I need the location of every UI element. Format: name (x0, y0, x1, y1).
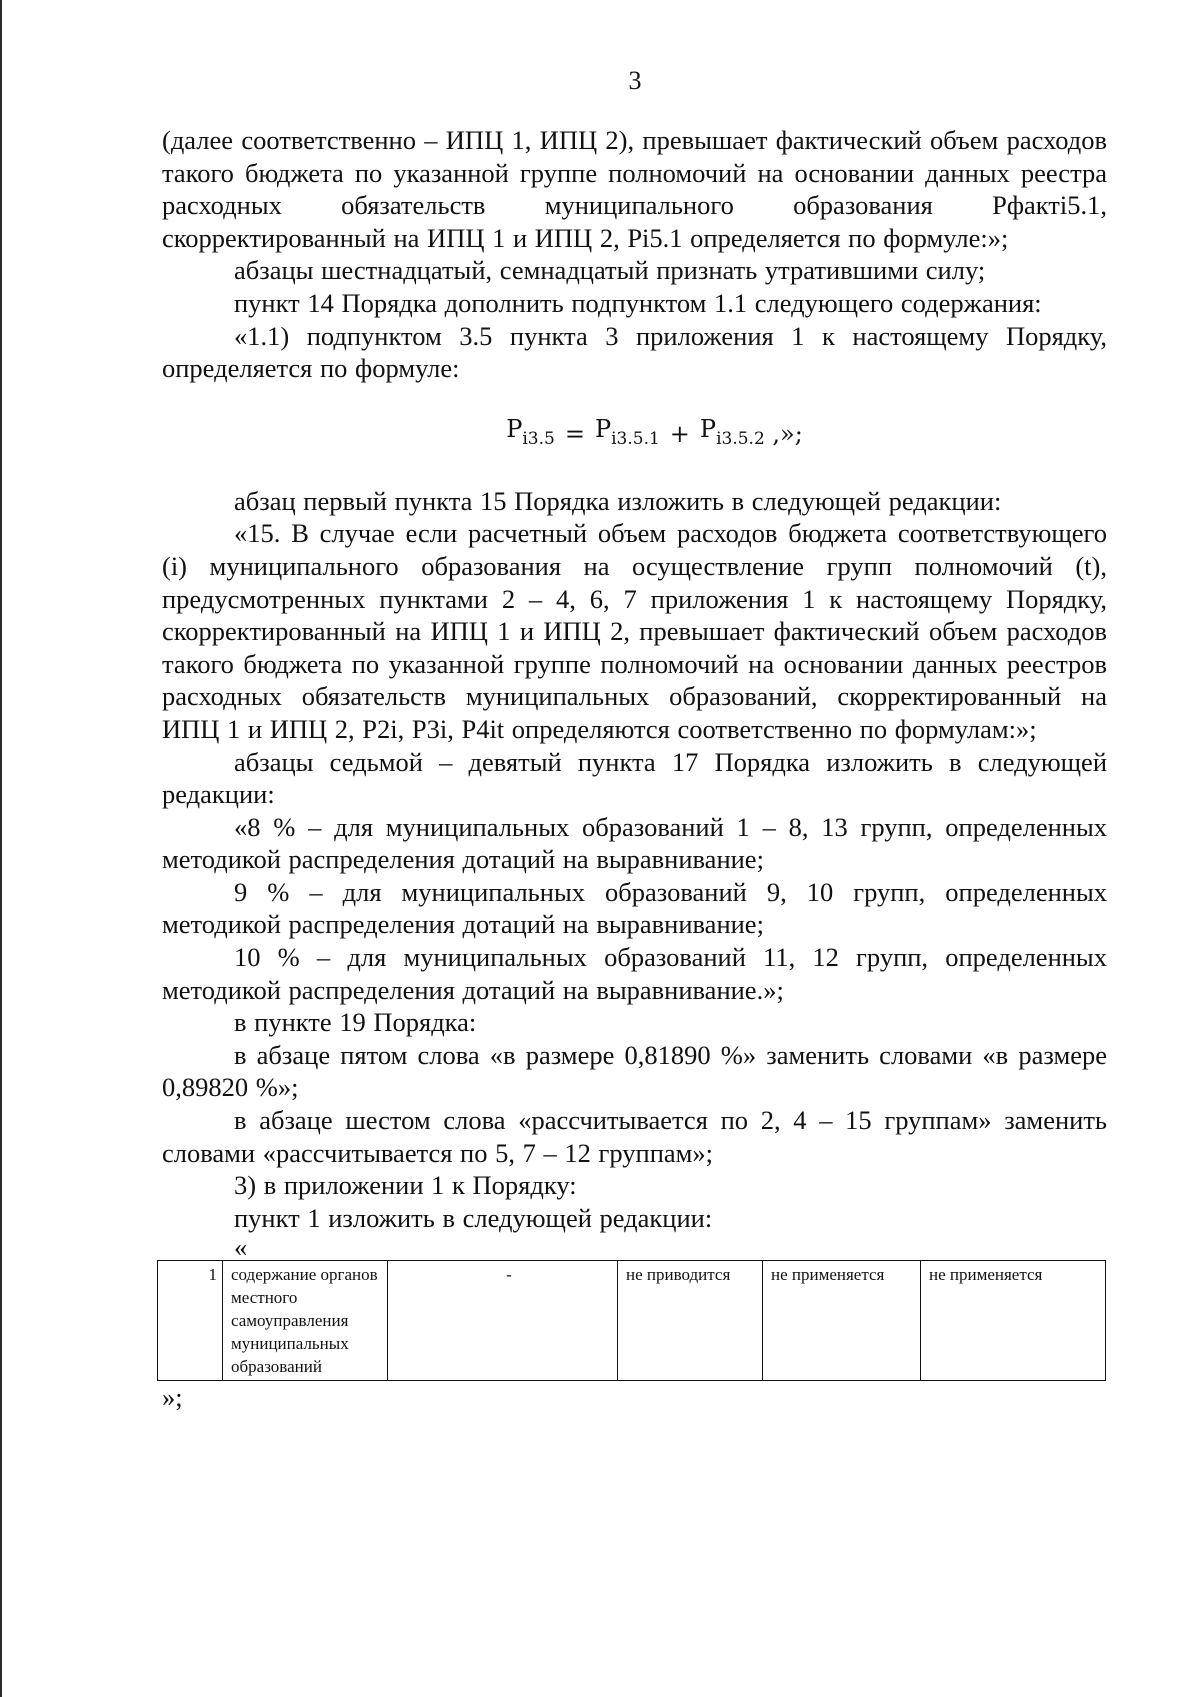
paragraph: «1.1) подпунктом 3.5 пункта 3 приложения 1 к настоящему Порядку, определяется по формуле: (162, 320, 1107, 384)
formula-equals: = (564, 420, 585, 449)
paragraph: в пункте 19 Порядка: (234, 1007, 477, 1038)
body-text (162, 124, 1107, 1413)
paragraph: пункт 14 Порядка дополнить подпунктом 1.1 следующего содержания: (234, 287, 1042, 318)
formula-tail: ,»; (764, 420, 803, 449)
paragraph: в абзаце шестом слова «рассчитывается по 2, 4 – 15 группам» заменить словами «рассчитывается по 5, 7 – 12 группам»; (162, 1105, 1107, 1168)
paragraph: «15. В случае если расчетный объем расходов бюджета соответствующего (i) муниципального образования на осуществление групп полномочий (t), предусмотренных пунктами 2 – 4, 6, 7 приложения 1 к настоящему Порядку, скорректированный на ИПЦ 1 и ИПЦ 2, превышает фактический объем расходов такого бюджета по указанной группе полномочий на основании данных реестров расходных обязательств муниципальных образований, скорректированный на ИПЦ 1 и ИПЦ 2, P2i, P3i, P4it определяются соответственно по формулам:»; (162, 518, 1107, 744)
formula-term: $P_{i3.5.1}$ (594, 415, 660, 450)
table-cell-number: 1 (158, 1261, 223, 1381)
table-cell: не применяется (763, 1261, 921, 1381)
paragraph: «8 % – для муниципальных образований 1 – 8, 13 групп, определенных методикой распределения дотаций на выравнивание; (162, 811, 1107, 875)
appendix-table (157, 1260, 1106, 1381)
table-row (158, 1261, 1106, 1381)
formula-term: $P_{i3.5.2}$ (699, 415, 765, 450)
table-cell: не приводится (618, 1261, 763, 1381)
quote-open-mark: « (234, 1232, 248, 1263)
paragraph: 3) в приложении 1 к Порядку: (234, 1170, 577, 1201)
paragraph: абзацы шестнадцатый, семнадцатый признать утратившими силу; (234, 255, 986, 286)
paragraph: пункт 1 изложить в следующей редакции: (234, 1202, 713, 1233)
paragraph: в абзаце пятом слова «в размере 0,81890 %» заменить словами «в размере 0,89820 %»; (162, 1039, 1107, 1103)
page-number: 3 (628, 66, 642, 95)
formula (162, 385, 1107, 485)
formula-lhs: $P_{i3.5}$ (506, 415, 555, 450)
paragraph: 10 % – для муниципальных образований 11, 12 групп, определенных методикой распределения дотаций на выравнивание.»; (162, 942, 1107, 1005)
table-cell: не применяется (921, 1261, 1106, 1381)
table-cell-dash: - (388, 1261, 618, 1381)
paragraph: 9 % – для муниципальных образований 9, 10 групп, определенных методикой распределения дотаций на выравнивание; (162, 876, 1107, 940)
formula-plus: + (669, 420, 690, 449)
paragraph: абзацы седьмой – девятый пункта 17 Порядка изложить в следующей редакции: (162, 746, 1107, 810)
quote-close-mark: »; (162, 1382, 183, 1413)
scan-edge-line (0, 0, 2, 1697)
table-cell-name: содержание органов местного самоуправления муниципальных образований (223, 1261, 388, 1381)
paragraph: абзац первый пункта 15 Порядка изложить в следующей редакции: (234, 485, 1002, 516)
paragraph: (далее соответственно – ИПЦ 1, ИПЦ 2), превышает фактический объем расходов такого бюджета по указанной группе полномочий на основании данных реестра расходных обязательств муниципального образования Рфактi5.1, скорректированный на ИПЦ 1 и ИПЦ 2, Pi5.1 определяется по формуле:»; (162, 125, 1107, 253)
